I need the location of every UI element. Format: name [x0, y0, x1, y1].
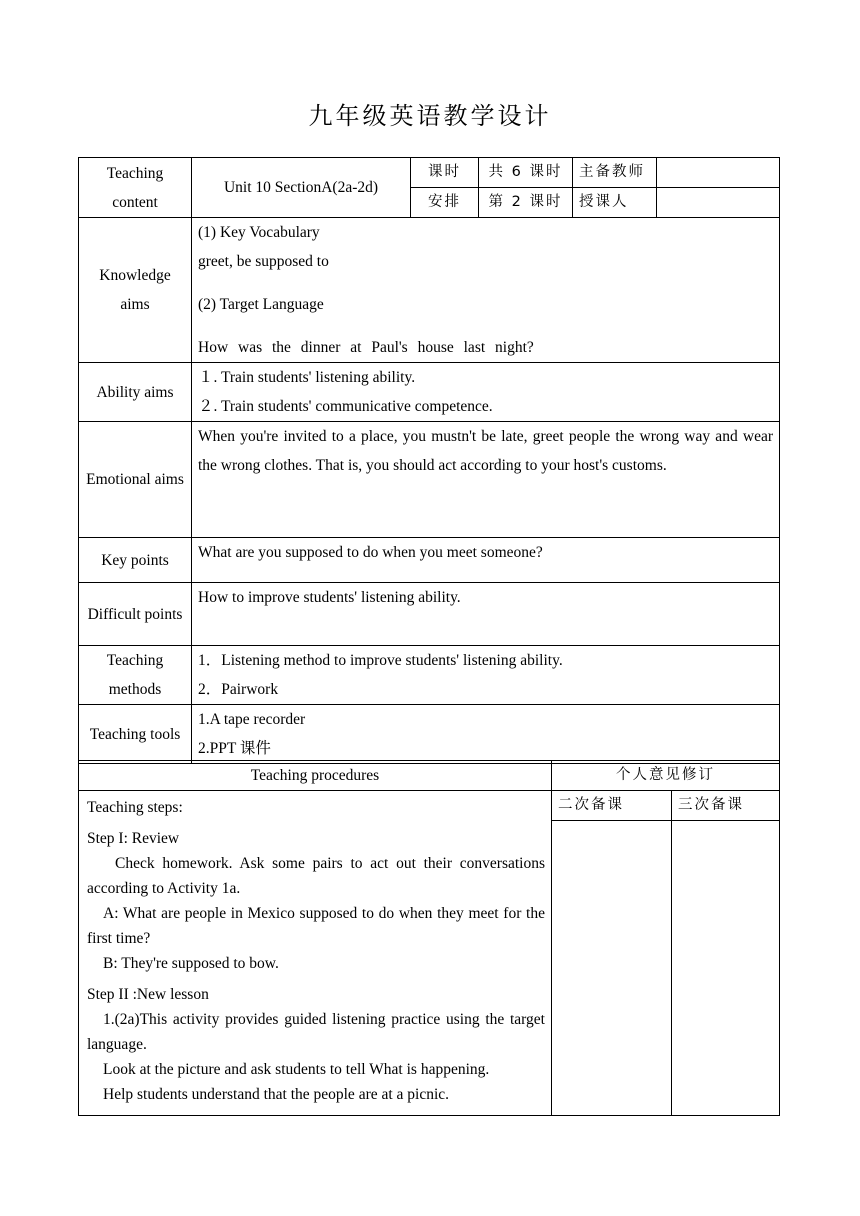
step2-p2: Look at the picture and ask students to tell What is happening. [103, 1061, 490, 1078]
second-prep-notes [552, 821, 672, 1116]
step1-a: A: What are people in Mexico supposed to do when they meet for the first time? [87, 905, 545, 947]
teaching-tools-label: Teaching tools [79, 705, 192, 764]
difficult-points-label: Difficult points [79, 583, 192, 646]
ability-aims-content [192, 363, 780, 422]
tool-item: 2.PPT 课件 [198, 740, 271, 757]
page-title: 九年级英语教学设计 [308, 102, 552, 130]
ability-item: ２. Train students' communicative competence. [198, 398, 493, 415]
target-sentence: How was the dinner at Paul's house last night? [198, 339, 534, 356]
target-heading: (2) Target Language [198, 296, 324, 313]
vocab-items: greet, be supposed to [198, 253, 329, 270]
key-points-text: What are you supposed to do when you meet someone? [192, 538, 780, 583]
lead-teacher-value [657, 158, 780, 188]
third-prep-label: 三次备课 [672, 791, 780, 821]
teaching-methods-content [192, 646, 780, 705]
emotional-aims-label: Emotional aims [79, 422, 192, 538]
ability-aims-label: Ability aims [79, 363, 192, 422]
teaching-tools-content [192, 705, 780, 764]
method-item: 2．Pairwork [198, 681, 279, 698]
step1-b: B: They're supposed to bow. [103, 955, 279, 972]
key-points-label: Key points [79, 538, 192, 583]
lead-teacher-label: 主备教师 [573, 158, 657, 188]
lesson-plan-table [78, 157, 780, 764]
procedures-table [78, 760, 780, 1116]
ability-item: １. Train students' listening ability. [198, 369, 416, 386]
unit-title: Unit 10 SectionA(2a-2d) [192, 158, 411, 218]
lecturer-label: 授课人 [573, 188, 657, 218]
procedures-label: Teaching procedures [79, 761, 552, 791]
revision-label: 个人意见修订 [552, 761, 780, 791]
emotional-aims-text: When you're invited to a place, you mustn't be late, greet people the wrong way and wear the wrong clothes. That is, you should act according to your host's customs. [192, 422, 780, 538]
knowledge-aims-content [192, 218, 780, 363]
period-label-2: 安排 [411, 188, 479, 218]
third-prep-notes [672, 821, 780, 1116]
procedures-content [79, 791, 552, 1116]
step2-p1: 1.(2a)This activity provides guided listening practice using the target language. [87, 1011, 545, 1053]
teaching-methods-label: Teaching methods [79, 646, 192, 705]
lecturer-value [657, 188, 780, 218]
period-label-1: 课时 [411, 158, 479, 188]
tool-item: 1.A tape recorder [198, 711, 306, 728]
total-periods: 共 6 课时 [479, 158, 573, 188]
current-period: 第 2 课时 [479, 188, 573, 218]
step1-heading: Step I: Review [87, 830, 180, 847]
vocab-heading: (1) Key Vocabulary [198, 224, 320, 241]
steps-heading: Teaching steps: [87, 799, 183, 816]
step2-p3: Help students understand that the people are at a picnic. [103, 1086, 450, 1103]
method-item: 1．Listening method to improve students' listening ability. [198, 652, 563, 669]
teaching-content-label: Teaching content [79, 158, 192, 218]
step1-text: Check homework. Ask some pairs to act out their conversations according to Activity 1a. [87, 855, 545, 897]
step2-heading: Step II :New lesson [87, 986, 209, 1003]
difficult-points-text: How to improve students' listening ability. [192, 583, 780, 646]
second-prep-label: 二次备课 [552, 791, 672, 821]
knowledge-aims-label: Knowledge aims [79, 218, 192, 363]
